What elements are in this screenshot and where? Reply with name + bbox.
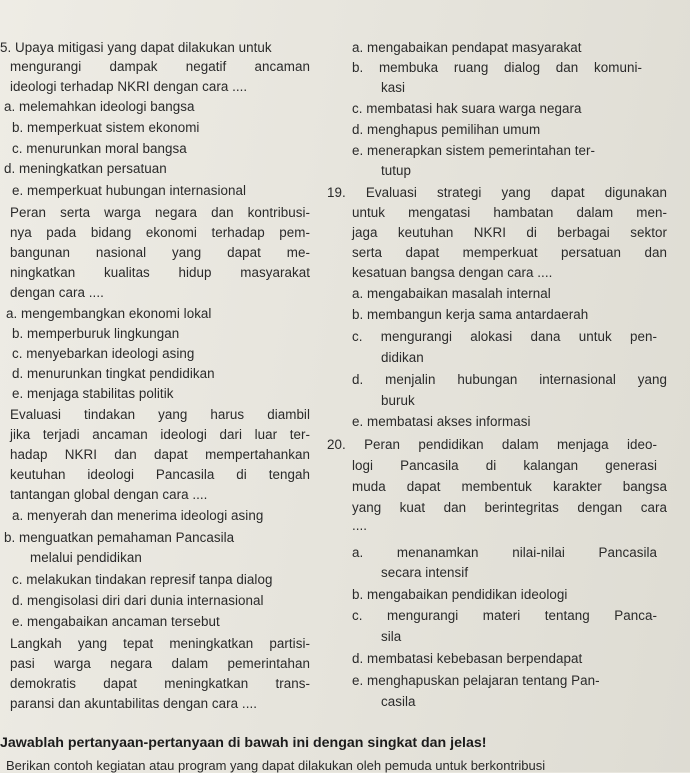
option-d[interactable]: d. menurunkan tingkat pendidikan	[12, 366, 215, 381]
option-c[interactable]: c. menurunkan moral bangsa	[12, 141, 187, 156]
question-5-line-2: mengurangi dampak negatif ancaman	[10, 59, 310, 74]
question-stem-line: paransi dan akuntabilitas dengan cara ....	[10, 696, 258, 711]
question-stem-line: keutuhan ideologi Pancasila di tengah	[10, 467, 310, 482]
question-stem-line: dengan cara ....	[10, 285, 104, 300]
option-d[interactable]: d. menjalin hubungan internasional yang	[352, 372, 667, 387]
option-e[interactable]: e. memperkuat hubungan internasional	[12, 183, 247, 198]
option-e[interactable]: e. menerapkan sistem pemerintahan ter-	[352, 143, 596, 158]
option-d[interactable]: d. mengisolasi diri dari dunia internasional	[12, 593, 264, 608]
question-20-line-5: ....	[352, 518, 368, 533]
question-stem-line: demokratis dapat meningkatkan trans-	[10, 676, 310, 691]
option-b-continued: melalui pendidikan	[30, 550, 142, 565]
option-e[interactable]: e. menjaga stabilitas politik	[12, 386, 174, 401]
option-a-continued: secara intensif	[381, 565, 469, 580]
option-c[interactable]: c. melakukan tindakan represif tanpa dialog	[12, 572, 273, 587]
option-b[interactable]: b. membuka ruang dialog dan komuni-	[352, 60, 642, 75]
question-stem-line: hadap NKRI dan dapat mempertahankan	[10, 447, 310, 462]
option-e[interactable]: e. menghapuskan pelajaran tentang Pan-	[352, 673, 600, 688]
option-e[interactable]: e. membatasi akses informasi	[352, 414, 531, 429]
question-20-line-1: 20. Peran pendidikan dalam menjaga ideo-	[327, 437, 657, 452]
question-stem-line: pasi warga negara dalam pemerintahan	[10, 656, 310, 671]
question-stem-line: Langkah yang tepat meningkatkan partisi-	[10, 636, 310, 651]
question-19-line-3: jaga keutuhan NKRI di berbagai sektor	[352, 225, 667, 240]
question-stem-line: bangunan nasional yang dapat me-	[10, 245, 310, 260]
option-d[interactable]: d. membatasi kebebasan berpendapat	[352, 651, 583, 666]
question-stem-line: ningkatkan kualitas hidup masyarakat	[10, 265, 310, 280]
question-20-line-3: muda dapat membentuk karakter bangsa	[352, 479, 667, 494]
option-e[interactable]: e. mengabaikan ancaman tersebut	[12, 614, 220, 629]
option-c[interactable]: c. menyebarkan ideologi asing	[12, 346, 195, 361]
question-stem-line: tantangan global dengan cara ....	[10, 487, 208, 502]
option-a[interactable]: a. melemahkan ideologi bangsa	[4, 99, 195, 114]
option-b[interactable]: b. memperburuk lingkungan	[12, 326, 180, 341]
question-stem-line: Peran serta warga negara dan kontribusi-	[10, 205, 310, 220]
option-b-continued: kasi	[381, 80, 406, 95]
question-5-line-3: ideologi terhadap NKRI dengan cara ....	[10, 79, 248, 94]
option-a[interactable]: a. mengabaikan pendapat masyarakat	[352, 40, 582, 55]
option-c[interactable]: c. membatasi hak suara warga negara	[352, 101, 582, 116]
question-20-line-4: yang kuat dan berintegritas dengan cara	[352, 500, 667, 515]
option-e-continued: casila	[381, 694, 416, 709]
option-a[interactable]: a. menanamkan nilai-nilai Pancasila	[352, 545, 657, 560]
option-b[interactable]: b. membangun kerja sama antardaerah	[352, 307, 589, 322]
question-19-line-4: serta dapat memperkuat persatuan dan	[352, 245, 667, 260]
question-stem-line: jika terjadi ancaman ideologi dari luar ter-	[10, 427, 310, 442]
option-e-continued: tutup	[381, 163, 412, 178]
option-c-continued: sila	[381, 629, 402, 644]
option-c[interactable]: c. mengurangi materi tentang Panca-	[352, 608, 657, 623]
option-b[interactable]: b. menguatkan pemahaman Pancasila	[4, 530, 235, 545]
question-stem-line: Evaluasi tindakan yang harus diambil	[10, 407, 310, 422]
option-a[interactable]: a. menyerah dan menerima ideologi asing	[12, 508, 264, 523]
option-c-continued: didikan	[381, 350, 424, 365]
option-b[interactable]: b. memperkuat sistem ekonomi	[12, 120, 200, 135]
question-stem-line: nya pada bidang ekonomi terhadap pem-	[10, 225, 310, 240]
option-a[interactable]: a. mengembangkan ekonomi lokal	[6, 306, 212, 321]
option-b[interactable]: b. mengabaikan pendidikan ideologi	[352, 587, 568, 602]
option-d[interactable]: d. meningkatkan persatuan	[4, 161, 167, 176]
question-19-line-2: untuk mengatasi hambatan dalam men-	[352, 205, 667, 220]
option-a[interactable]: a. mengabaikan masalah internal	[352, 286, 551, 301]
section-heading: Jawablah pertanyaan-pertanyaan di bawah ini dengan singkat dan jelas!	[0, 735, 487, 751]
option-d-continued: buruk	[381, 393, 415, 408]
essay-question-line: Berikan contoh kegiatan atau program yang dapat dilakukan oleh pemuda untuk berkontribusi	[6, 758, 546, 773]
question-19-line-1: 19. Evaluasi strategi yang dapat digunakan	[327, 185, 667, 200]
question-5-line-1: 5. Upaya mitigasi yang dapat dilakukan untuk	[0, 40, 272, 55]
option-c[interactable]: c. mengurangi alokasi dana untuk pen-	[352, 329, 657, 344]
question-20-line-2: logi Pancasila di kalangan generasi	[352, 458, 657, 473]
option-d[interactable]: d. menghapus pemilihan umum	[352, 122, 541, 137]
question-19-line-5: kesatuan bangsa dengan cara ....	[352, 265, 553, 280]
